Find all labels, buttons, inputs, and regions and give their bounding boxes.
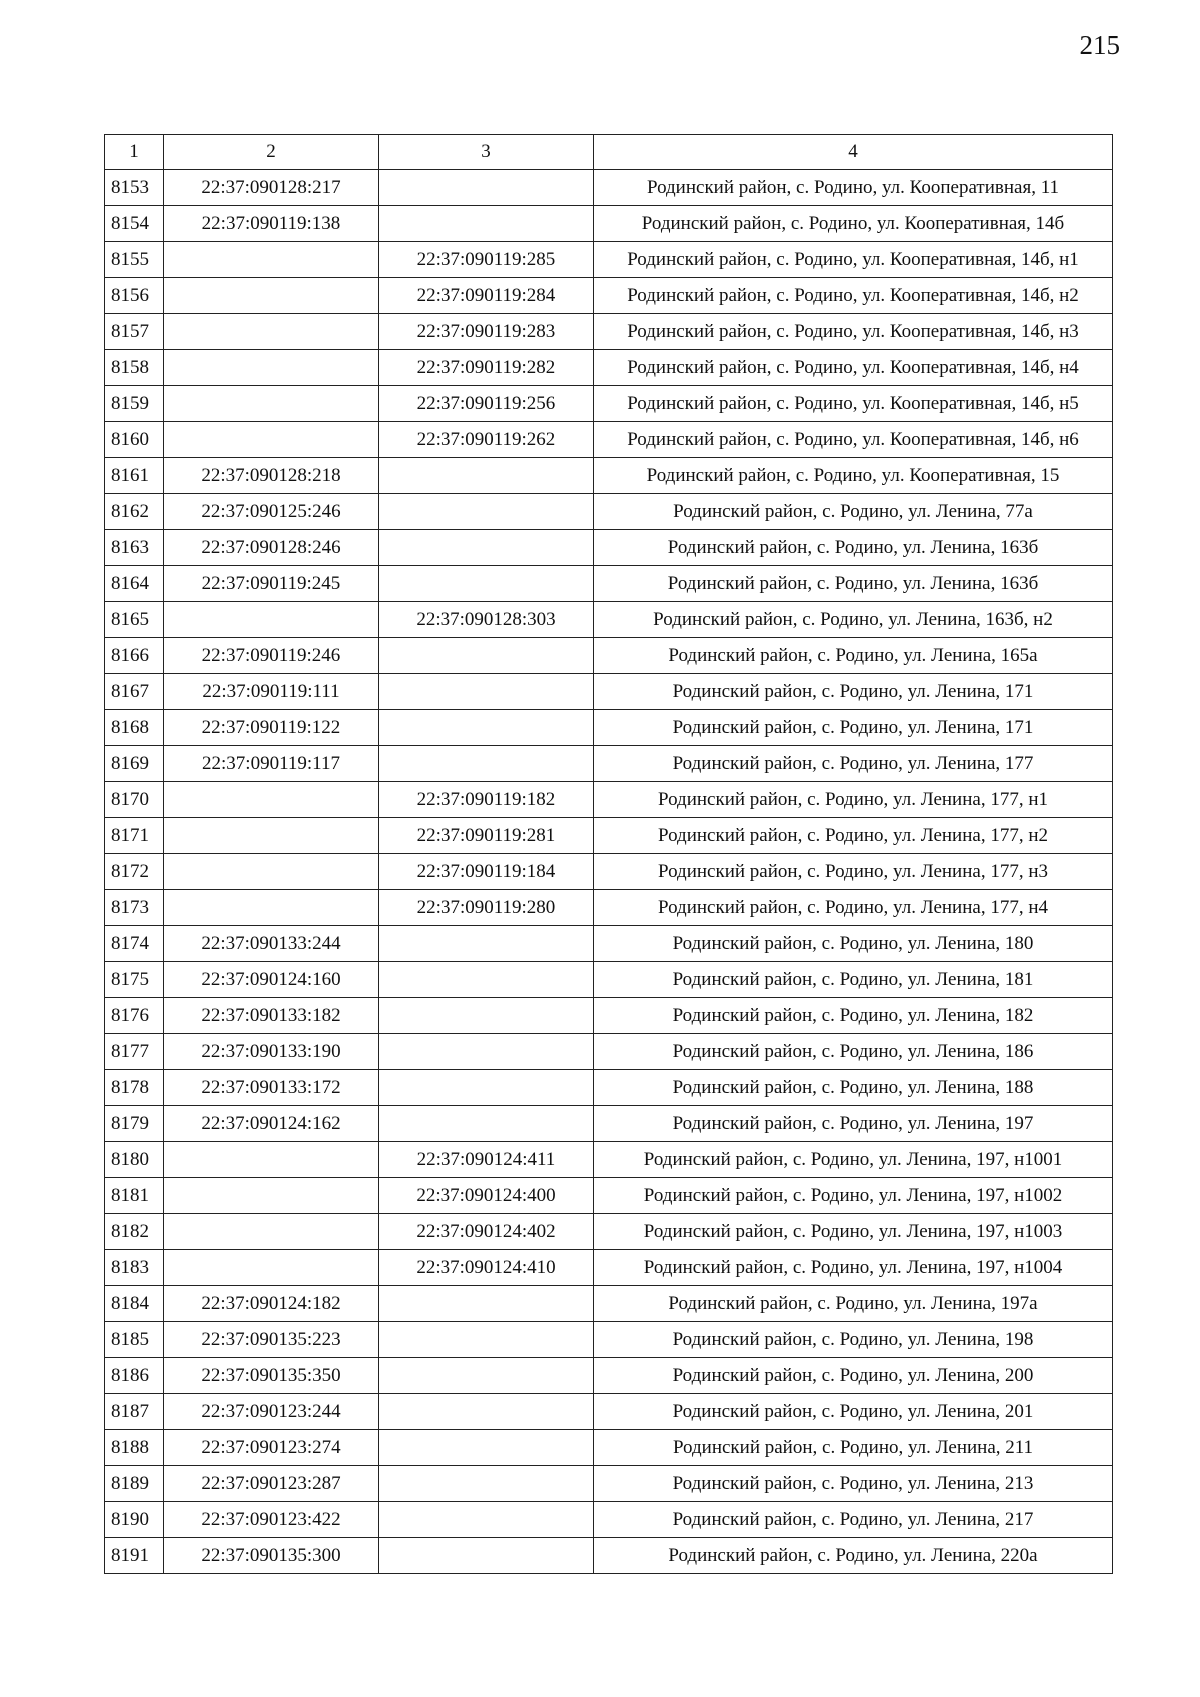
row-number: 8191 bbox=[105, 1538, 164, 1574]
table-row bbox=[105, 1106, 1113, 1142]
table-row bbox=[105, 782, 1113, 818]
address: Родинский район, с. Родино, ул. Ленина, 180 bbox=[594, 926, 1113, 962]
row-number: 8175 bbox=[105, 962, 164, 998]
cadastral-number-col2: 22:37:090133:244 bbox=[164, 926, 379, 962]
row-number: 8179 bbox=[105, 1106, 164, 1142]
address: Родинский район, с. Родино, ул. Ленина, 220а bbox=[594, 1538, 1113, 1574]
cadastral-number-col3: 22:37:090119:284 bbox=[379, 278, 594, 314]
cadastral-number-col3: 22:37:090119:281 bbox=[379, 818, 594, 854]
cadastral-number-col3: 22:37:090119:182 bbox=[379, 782, 594, 818]
cadastral-number-col3 bbox=[379, 170, 594, 206]
address: Родинский район, с. Родино, ул. Ленина, 198 bbox=[594, 1322, 1113, 1358]
cadastral-number-col3 bbox=[379, 1502, 594, 1538]
address: Родинский район, с. Родино, ул. Ленина, 177 bbox=[594, 746, 1113, 782]
cadastral-number-col2 bbox=[164, 818, 379, 854]
address: Родинский район, с. Родино, ул. Кооперативная, 11 bbox=[594, 170, 1113, 206]
cadastral-number-col3: 22:37:090119:285 bbox=[379, 242, 594, 278]
row-number: 8157 bbox=[105, 314, 164, 350]
row-number: 8162 bbox=[105, 494, 164, 530]
cadastral-number-col2: 22:37:090124:160 bbox=[164, 962, 379, 998]
table-row bbox=[105, 674, 1113, 710]
table-row bbox=[105, 278, 1113, 314]
cadastral-number-col3 bbox=[379, 638, 594, 674]
cadastral-number-col3 bbox=[379, 926, 594, 962]
cadastral-number-col2: 22:37:090124:182 bbox=[164, 1286, 379, 1322]
address: Родинский район, с. Родино, ул. Ленина, 188 bbox=[594, 1070, 1113, 1106]
row-number: 8164 bbox=[105, 566, 164, 602]
address: Родинский район, с. Родино, ул. Ленина, 177, н4 bbox=[594, 890, 1113, 926]
cadastral-number-col2: 22:37:090135:223 bbox=[164, 1322, 379, 1358]
address: Родинский район, с. Родино, ул. Кооперативная, 14б, н2 bbox=[594, 278, 1113, 314]
cadastral-number-col3 bbox=[379, 1286, 594, 1322]
table-row bbox=[105, 746, 1113, 782]
cadastral-number-col3: 22:37:090119:280 bbox=[379, 890, 594, 926]
row-number: 8182 bbox=[105, 1214, 164, 1250]
cadastral-number-col3 bbox=[379, 1394, 594, 1430]
table-row bbox=[105, 1034, 1113, 1070]
address: Родинский район, с. Родино, ул. Ленина, 177, н1 bbox=[594, 782, 1113, 818]
cadastral-number-col3 bbox=[379, 1070, 594, 1106]
cadastral-number-col2 bbox=[164, 314, 379, 350]
address: Родинский район, с. Родино, ул. Кооперативная, 14б, н6 bbox=[594, 422, 1113, 458]
cadastral-number-col3 bbox=[379, 566, 594, 602]
table-row bbox=[105, 422, 1113, 458]
row-number: 8163 bbox=[105, 530, 164, 566]
cadastral-number-col2 bbox=[164, 890, 379, 926]
cadastral-number-col3: 22:37:090119:262 bbox=[379, 422, 594, 458]
address: Родинский район, с. Родино, ул. Кооперативная, 14б, н4 bbox=[594, 350, 1113, 386]
row-number: 8184 bbox=[105, 1286, 164, 1322]
cadastral-number-col3 bbox=[379, 746, 594, 782]
table-row bbox=[105, 494, 1113, 530]
address: Родинский район, с. Родино, ул. Ленина, 197, н1003 bbox=[594, 1214, 1113, 1250]
header-col-1: 1 bbox=[105, 135, 164, 170]
cadastral-number-col3 bbox=[379, 1322, 594, 1358]
row-number: 8188 bbox=[105, 1430, 164, 1466]
table-row bbox=[105, 458, 1113, 494]
cadastral-number-col3: 22:37:090124:410 bbox=[379, 1250, 594, 1286]
cadastral-number-col3: 22:37:090128:303 bbox=[379, 602, 594, 638]
address: Родинский район, с. Родино, ул. Ленина, 163б bbox=[594, 566, 1113, 602]
table-row bbox=[105, 638, 1113, 674]
cadastral-number-col3: 22:37:090119:256 bbox=[379, 386, 594, 422]
cadastral-number-col3 bbox=[379, 1358, 594, 1394]
cadastral-number-col2: 22:37:090119:246 bbox=[164, 638, 379, 674]
cadastral-number-col2: 22:37:090123:422 bbox=[164, 1502, 379, 1538]
row-number: 8156 bbox=[105, 278, 164, 314]
row-number: 8170 bbox=[105, 782, 164, 818]
row-number: 8189 bbox=[105, 1466, 164, 1502]
row-number: 8174 bbox=[105, 926, 164, 962]
address: Родинский район, с. Родино, ул. Ленина, 165а bbox=[594, 638, 1113, 674]
address: Родинский район, с. Родино, ул. Ленина, 163б, н2 bbox=[594, 602, 1113, 638]
row-number: 8178 bbox=[105, 1070, 164, 1106]
cadastral-number-col3: 22:37:090124:411 bbox=[379, 1142, 594, 1178]
cadastral-number-col2 bbox=[164, 1214, 379, 1250]
cadastral-number-col2 bbox=[164, 278, 379, 314]
cadastral-number-col2 bbox=[164, 854, 379, 890]
cadastral-number-col3: 22:37:090119:184 bbox=[379, 854, 594, 890]
cadastral-number-col3: 22:37:090124:402 bbox=[379, 1214, 594, 1250]
cadastral-number-col3 bbox=[379, 1538, 594, 1574]
address: Родинский район, с. Родино, ул. Ленина, 171 bbox=[594, 710, 1113, 746]
cadastral-number-col3 bbox=[379, 458, 594, 494]
table-row bbox=[105, 1502, 1113, 1538]
cadastral-number-col2: 22:37:090119:138 bbox=[164, 206, 379, 242]
row-number: 8172 bbox=[105, 854, 164, 890]
cadastral-number-col2 bbox=[164, 1142, 379, 1178]
row-number: 8186 bbox=[105, 1358, 164, 1394]
table-row bbox=[105, 386, 1113, 422]
address: Родинский район, с. Родино, ул. Ленина, 201 bbox=[594, 1394, 1113, 1430]
cadastral-number-col3 bbox=[379, 494, 594, 530]
table-row bbox=[105, 170, 1113, 206]
table-header bbox=[105, 135, 1113, 170]
address: Родинский район, с. Родино, ул. Ленина, 197, н1002 bbox=[594, 1178, 1113, 1214]
cadastral-number-col2 bbox=[164, 602, 379, 638]
table-row bbox=[105, 818, 1113, 854]
cadastral-number-col3 bbox=[379, 1106, 594, 1142]
address: Родинский район, с. Родино, ул. Ленина, 211 bbox=[594, 1430, 1113, 1466]
row-number: 8185 bbox=[105, 1322, 164, 1358]
cadastral-number-col2 bbox=[164, 386, 379, 422]
table-row bbox=[105, 1322, 1113, 1358]
cadastral-number-col3 bbox=[379, 998, 594, 1034]
address: Родинский район, с. Родино, ул. Кооперативная, 14б, н3 bbox=[594, 314, 1113, 350]
address: Родинский район, с. Родино, ул. Ленина, 197 bbox=[594, 1106, 1113, 1142]
address: Родинский район, с. Родино, ул. Ленина, 213 bbox=[594, 1466, 1113, 1502]
row-number: 8161 bbox=[105, 458, 164, 494]
address: Родинский район, с. Родино, ул. Ленина, 200 bbox=[594, 1358, 1113, 1394]
cadastral-number-col2: 22:37:090128:246 bbox=[164, 530, 379, 566]
table-body bbox=[105, 170, 1113, 1574]
row-number: 8173 bbox=[105, 890, 164, 926]
table-row bbox=[105, 1466, 1113, 1502]
cadastral-number-col3 bbox=[379, 530, 594, 566]
row-number: 8153 bbox=[105, 170, 164, 206]
cadastral-number-col2: 22:37:090135:350 bbox=[164, 1358, 379, 1394]
address: Родинский район, с. Родино, ул. Ленина, 77а bbox=[594, 494, 1113, 530]
table-row bbox=[105, 350, 1113, 386]
table-row bbox=[105, 314, 1113, 350]
cadastral-number-col2: 22:37:090123:244 bbox=[164, 1394, 379, 1430]
table-row bbox=[105, 1070, 1113, 1106]
table-row bbox=[105, 1430, 1113, 1466]
row-number: 8155 bbox=[105, 242, 164, 278]
table-row bbox=[105, 1286, 1113, 1322]
header-col-3: 3 bbox=[379, 135, 594, 170]
header-col-4: 4 bbox=[594, 135, 1113, 170]
row-number: 8160 bbox=[105, 422, 164, 458]
table-row bbox=[105, 710, 1113, 746]
table-row bbox=[105, 962, 1113, 998]
address: Родинский район, с. Родино, ул. Ленина, 171 bbox=[594, 674, 1113, 710]
cadastral-number-col2 bbox=[164, 350, 379, 386]
cadastral-number-col2 bbox=[164, 1250, 379, 1286]
cadastral-number-col2 bbox=[164, 242, 379, 278]
address: Родинский район, с. Родино, ул. Ленина, 186 bbox=[594, 1034, 1113, 1070]
row-number: 8183 bbox=[105, 1250, 164, 1286]
address: Родинский район, с. Родино, ул. Ленина, 182 bbox=[594, 998, 1113, 1034]
row-number: 8176 bbox=[105, 998, 164, 1034]
table-row bbox=[105, 926, 1113, 962]
row-number: 8166 bbox=[105, 638, 164, 674]
cadastral-number-col2: 22:37:090133:190 bbox=[164, 1034, 379, 1070]
header-col-2: 2 bbox=[164, 135, 379, 170]
cadastral-number-col2: 22:37:090123:287 bbox=[164, 1466, 379, 1502]
cadastral-number-col2: 22:37:090135:300 bbox=[164, 1538, 379, 1574]
address: Родинский район, с. Родино, ул. Ленина, 177, н2 bbox=[594, 818, 1113, 854]
cadastral-number-col3 bbox=[379, 710, 594, 746]
address: Родинский район, с. Родино, ул. Ленина, 197, н1004 bbox=[594, 1250, 1113, 1286]
page-number: 215 bbox=[1079, 30, 1120, 60]
cadastral-number-col2 bbox=[164, 782, 379, 818]
address: Родинский район, с. Родино, ул. Ленина, 177, н3 bbox=[594, 854, 1113, 890]
row-number: 8158 bbox=[105, 350, 164, 386]
cadastral-number-col2: 22:37:090123:274 bbox=[164, 1430, 379, 1466]
cadastral-number-col3: 22:37:090119:282 bbox=[379, 350, 594, 386]
cadastral-number-col3 bbox=[379, 206, 594, 242]
cadastral-number-col2: 22:37:090133:182 bbox=[164, 998, 379, 1034]
row-number: 8168 bbox=[105, 710, 164, 746]
cadastral-number-col2: 22:37:090124:162 bbox=[164, 1106, 379, 1142]
row-number: 8167 bbox=[105, 674, 164, 710]
cadastral-number-col2: 22:37:090119:111 bbox=[164, 674, 379, 710]
cadastral-number-col3 bbox=[379, 1466, 594, 1502]
table-row bbox=[105, 1142, 1113, 1178]
cadastral-number-col3: 22:37:090119:283 bbox=[379, 314, 594, 350]
table-row bbox=[105, 566, 1113, 602]
address: Родинский район, с. Родино, ул. Кооперативная, 14б bbox=[594, 206, 1113, 242]
cadastral-number-col3 bbox=[379, 1430, 594, 1466]
table-row bbox=[105, 1538, 1113, 1574]
address: Родинский район, с. Родино, ул. Кооперативная, 14б, н1 bbox=[594, 242, 1113, 278]
table-row bbox=[105, 1178, 1113, 1214]
cadastral-number-col2 bbox=[164, 422, 379, 458]
row-number: 8159 bbox=[105, 386, 164, 422]
address: Родинский район, с. Родино, ул. Ленина, 181 bbox=[594, 962, 1113, 998]
cadastral-number-col2: 22:37:090128:217 bbox=[164, 170, 379, 206]
cadastral-number-col2: 22:37:090125:246 bbox=[164, 494, 379, 530]
registry-table bbox=[104, 134, 1113, 1574]
row-number: 8177 bbox=[105, 1034, 164, 1070]
row-number: 8180 bbox=[105, 1142, 164, 1178]
address: Родинский район, с. Родино, ул. Ленина, 197, н1001 bbox=[594, 1142, 1113, 1178]
address: Родинский район, с. Родино, ул. Кооперативная, 14б, н5 bbox=[594, 386, 1113, 422]
row-number: 8165 bbox=[105, 602, 164, 638]
row-number: 8154 bbox=[105, 206, 164, 242]
header-row bbox=[105, 135, 1113, 170]
cadastral-number-col2: 22:37:090133:172 bbox=[164, 1070, 379, 1106]
row-number: 8181 bbox=[105, 1178, 164, 1214]
row-number: 8190 bbox=[105, 1502, 164, 1538]
row-number: 8171 bbox=[105, 818, 164, 854]
table-row bbox=[105, 206, 1113, 242]
table-row bbox=[105, 1394, 1113, 1430]
cadastral-number-col2: 22:37:090119:245 bbox=[164, 566, 379, 602]
row-number: 8187 bbox=[105, 1394, 164, 1430]
table-row bbox=[105, 854, 1113, 890]
address: Родинский район, с. Родино, ул. Кооперативная, 15 bbox=[594, 458, 1113, 494]
table-row bbox=[105, 530, 1113, 566]
cadastral-number-col3 bbox=[379, 674, 594, 710]
cadastral-number-col3 bbox=[379, 1034, 594, 1070]
table-row bbox=[105, 998, 1113, 1034]
table-row bbox=[105, 890, 1113, 926]
cadastral-number-col2 bbox=[164, 1178, 379, 1214]
address: Родинский район, с. Родино, ул. Ленина, 197а bbox=[594, 1286, 1113, 1322]
table-row bbox=[105, 602, 1113, 638]
table-row bbox=[105, 1358, 1113, 1394]
table-row bbox=[105, 1214, 1113, 1250]
cadastral-number-col2: 22:37:090119:117 bbox=[164, 746, 379, 782]
table-row bbox=[105, 242, 1113, 278]
cadastral-number-col3 bbox=[379, 962, 594, 998]
row-number: 8169 bbox=[105, 746, 164, 782]
cadastral-number-col2: 22:37:090128:218 bbox=[164, 458, 379, 494]
cadastral-number-col3: 22:37:090124:400 bbox=[379, 1178, 594, 1214]
address: Родинский район, с. Родино, ул. Ленина, 163б bbox=[594, 530, 1113, 566]
cadastral-number-col2: 22:37:090119:122 bbox=[164, 710, 379, 746]
table-row bbox=[105, 1250, 1113, 1286]
address: Родинский район, с. Родино, ул. Ленина, 217 bbox=[594, 1502, 1113, 1538]
